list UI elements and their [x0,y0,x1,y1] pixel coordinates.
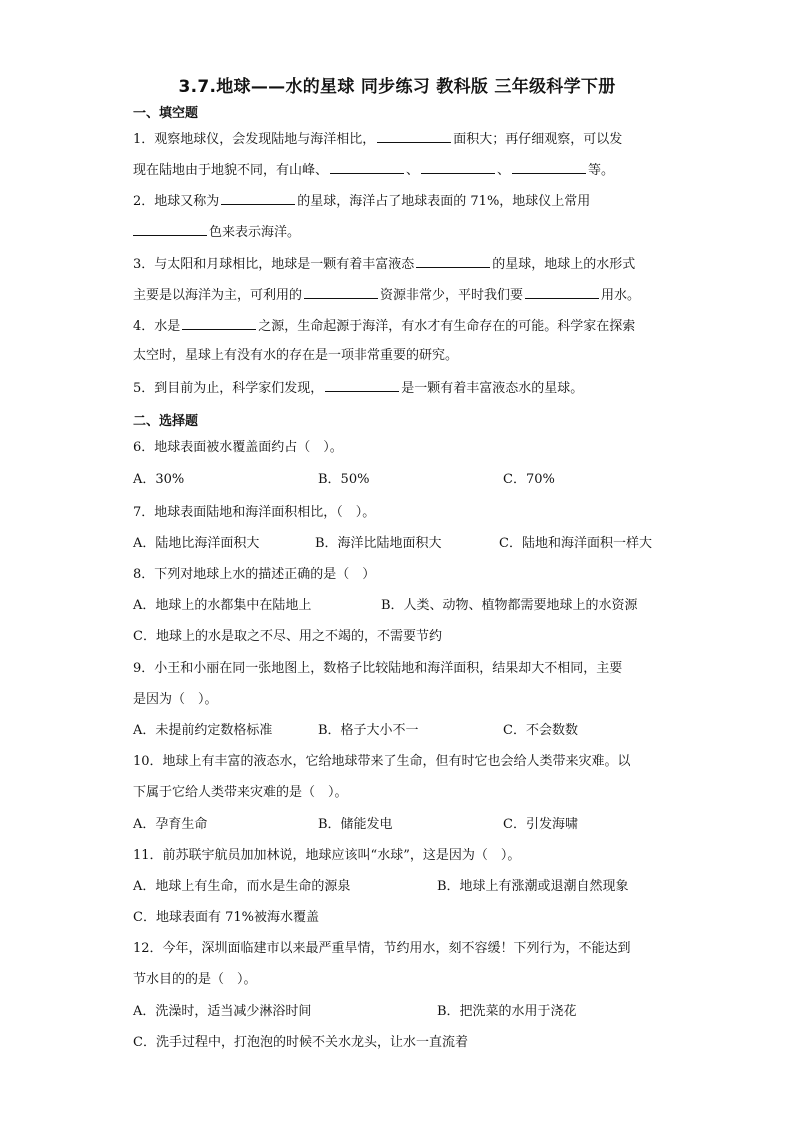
question-text: 的星球，地球上的水形式 [492,257,636,272]
question-2-line-2 [133,221,663,243]
answer-blank[interactable] [325,377,399,392]
question-1-line-1 [133,128,663,150]
answer-blank[interactable] [421,159,495,174]
section-heading-choice: 二、选择题 [133,414,199,429]
answer-blank[interactable] [330,159,404,174]
option-b[interactable]: B．格子大小不一 [318,723,419,738]
question-text: 4．水是 [133,319,181,334]
question-4-line-1 [133,315,663,337]
answer-blank[interactable] [133,221,207,236]
question-12-stem-line-1: 12．今年，深圳面临建市以来最严重旱情，节约用水，刻不容缓！下列行为，不能达到 [133,941,631,956]
option-a[interactable]: A．陆地比海洋面积大 [133,536,260,551]
option-c[interactable]: C．地球表面有 71%被海水覆盖 [133,910,319,925]
answer-blank[interactable] [221,190,295,205]
question-text: 5．到目前为止，科学家们发现， [133,381,324,396]
option-b[interactable]: B．把洗菜的水用于浇花 [437,1004,577,1019]
option-a[interactable]: A．孕育生命 [133,817,208,832]
question-3-line-1 [133,253,663,275]
question-10-stem-line-2: 下属于它给人类带来灾难的是（ ）。 [133,785,348,800]
question-text: 色来表示海洋。 [209,225,301,240]
question-text: 面积大；再仔细观察，可以发 [453,132,623,147]
question-text: 、 [406,163,420,178]
answer-blank[interactable] [377,128,451,143]
question-10-stem-line-1: 10．地球上有丰富的液态水，它给地球带来了生命，但有时它也会给人类带来灾难。以 [133,754,631,769]
option-a[interactable]: A．地球上有生命，而水是生命的源泉 [133,879,351,894]
section-heading-fill: 一、填空题 [133,106,199,121]
question-3-line-2 [133,284,663,306]
option-a[interactable]: A．30% [133,472,185,487]
question-text: 现在陆地由于地貌不同，有山峰、 [133,163,329,178]
option-c[interactable]: C．陆地和海洋面积一样大 [499,536,652,551]
question-5-line-1 [133,377,663,399]
question-11-stem: 11．前苏联宇航员加加林说，地球应该叫“水球”，这是因为（ ）。 [133,848,521,863]
question-12-stem-line-2: 节水目的的是（ ）。 [133,972,257,987]
option-a[interactable]: A．地球上的水都集中在陆地上 [133,598,312,613]
question-text: 3．与太阳和月球相比，地球是一颗有着丰富液态 [133,257,415,272]
option-c[interactable]: C．地球上的水是取之不尽、用之不竭的，不需要节约 [133,629,442,644]
question-7-stem: 7．地球表面陆地和海洋面积相比，（ ）。 [133,505,376,520]
option-a[interactable]: A．洗澡时，适当减少淋浴时间 [133,1004,312,1019]
question-6-stem: 6．地球表面被水覆盖面约占（ ）。 [133,440,343,455]
option-b[interactable]: B．50% [318,472,370,487]
question-4-line-2: 太空时，星球上有没有水的存在是一项非常重要的研究。 [133,348,459,363]
answer-blank[interactable] [304,284,378,299]
question-9-stem-line-2: 是因为（ ）。 [133,692,218,707]
question-1-line-2 [133,159,663,181]
answer-blank[interactable] [512,159,586,174]
option-a[interactable]: A．未提前约定数格标准 [133,723,273,738]
question-text: 主要是以海洋为主，可利用的 [133,288,303,303]
question-text: 2．地球又称为 [133,194,220,209]
option-b[interactable]: B．人类、动物、植物都需要地球上的水资源 [381,598,638,613]
option-b[interactable]: B．储能发电 [318,817,393,832]
question-text: 之源，生命起源于海洋，有水才有生命存在的可能。科学家在探索 [258,319,636,334]
answer-blank[interactable] [182,315,256,330]
option-c[interactable]: C．不会数数 [503,723,578,738]
answer-blank[interactable] [416,253,490,268]
option-b[interactable]: B．地球上有涨潮或退潮自然现象 [437,879,629,894]
question-text: 、 [497,163,511,178]
question-8-stem: 8．下列对地球上水的描述正确的是（ ） [133,567,376,582]
question-text: 资源非常少，平时我们要 [380,288,524,303]
option-c[interactable]: C．引发海啸 [503,817,578,832]
question-text: 用水。 [601,288,641,303]
question-text: 是一颗有着丰富液态水的星球。 [401,381,584,396]
question-text: 的星球，海洋占了地球表面的 71%，地球仪上常用 [297,194,591,209]
page-title: 3.7.地球——水的星球 同步练习 教科版 三年级科学下册 [178,77,616,97]
option-b[interactable]: B．海洋比陆地面积大 [315,536,442,551]
question-2-line-1 [133,190,663,212]
question-text: 1．观察地球仪，会发现陆地与海洋相比， [133,132,376,147]
option-c[interactable]: C．70% [503,472,555,487]
question-9-stem-line-1: 9．小王和小丽在同一张地图上，数格子比较陆地和海洋面积，结果却大不相同，主要 [133,661,623,676]
option-c[interactable]: C．洗手过程中，打泡泡的时候不关水龙头，让水一直流着 [133,1035,468,1050]
question-text: 等。 [588,163,615,178]
answer-blank[interactable] [525,284,599,299]
